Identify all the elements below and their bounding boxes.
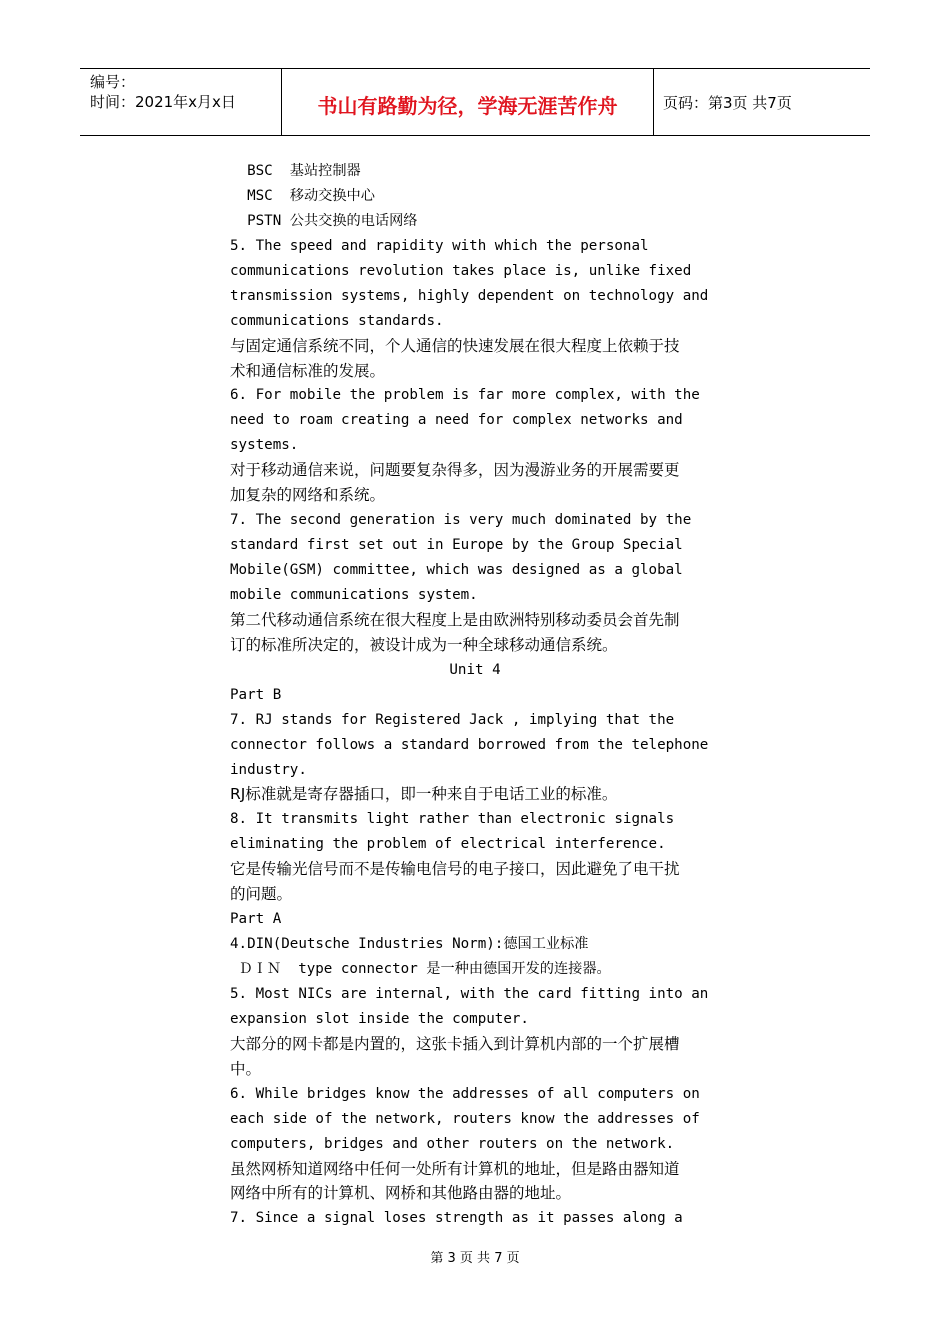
text-line: 7. The second generation is very much dominated by the [230,512,692,529]
text-line: communications standards. [230,312,444,329]
text-line: mobile communications system. [230,586,478,603]
text-line: industry. [230,761,307,778]
document-body [230,159,730,1231]
section-heading: Unit 4 [449,661,501,678]
text-line: RJ标准就是寄存器插口，即一种来自于电话工业的标准。 [230,785,618,804]
text-line: standard first set out in Europe by the Group Special [230,537,683,554]
header-page-number: 页码：第3页 共7页 [663,93,792,112]
text-line: Part A [230,911,282,928]
text-line: 4.DIN(Deutsche Industries Norm):德国工业标准 [230,936,589,953]
header-motto: 书山有路勤为径，学海无涯苦作舟 [281,69,654,135]
text-line: 6. While bridges know the addresses of all computers on [230,1085,700,1102]
text-line: MSC 移动交换中心 [230,187,375,204]
text-line: ＤＩＮ type connector 是一种由德国开发的连接器。 [230,961,611,977]
text-line: communications revolution takes place is, unlike fixed [230,262,692,279]
page-header [80,68,870,136]
text-line: systems. [230,437,299,454]
text-line: 虽然网桥知道网络中任何一处所有计算机的地址，但是路由器知道 [230,1159,680,1178]
text-line: 的问题。 [230,885,293,904]
page-footer: 第 3 页 共 7 页 [430,1251,520,1266]
text-line: Mobile(GSM) committee, which was designed as a global [230,562,683,578]
text-line: 网络中所有的计算机、网桥和其他路由器的地址。 [230,1184,572,1203]
text-line: 5. Most NICs are internal, with the card fitting into an [230,985,709,1002]
text-line: PSTN 公共交换的电话网络 [230,212,418,229]
text-line: eliminating the problem of electrical interference. [230,836,666,853]
text-line: 中。 [230,1059,262,1078]
text-line: connector follows a standard borrowed from the telephone [230,736,709,753]
document-date-label: 时间：2021年x月x日 [90,93,236,111]
text-line: 第二代移动通信系统在很大程度上是由欧洲特别移动委员会首先制 [230,610,680,629]
document-number-label: 编号： [90,73,136,91]
text-line: 它是传输光信号而不是传输电信号的电子接口，因此避免了电干扰 [230,860,680,879]
text-line: transmission systems, highly dependent on technology and [230,287,709,304]
text-line: 加复杂的网络和系统。 [230,486,386,505]
text-line: 5. The speed and rapidity with which the personal [230,237,649,254]
text-line: computers, bridges and other routers on the network. [230,1135,675,1152]
text-line: 6. For mobile the problem is far more complex, with the [230,387,700,404]
text-line: 大部分的网卡都是内置的，这张卡插入到计算机内部的一个扩展槽 [230,1034,680,1053]
text-line: 与固定通信系统不同，个人通信的快速发展在很大程度上依赖于技 [230,336,680,355]
header-info [80,69,281,135]
text-line: Part B [230,686,282,703]
text-line: 7. RJ stands for Registered Jack , implying that the [230,711,675,728]
text-line: 订的标准所决定的，被设计成为一种全球移动通信系统。 [230,635,618,654]
text-line: 对于移动通信来说，问题要复杂得多，因为漫游业务的开展需要更 [230,461,680,480]
text-line: 8. It transmits light rather than electronic signals [230,811,675,828]
text-line: BSC 基站控制器 [230,163,361,179]
text-line: each side of the network, routers know the addresses of [230,1110,700,1127]
text-line: 术和通信标准的发展。 [230,361,386,380]
text-line: need to roam creating a need for complex networks and [230,412,683,429]
text-line: expansion slot inside the computer. [230,1010,529,1027]
text-line: 7. Since a signal loses strength as it passes along a [230,1210,683,1227]
